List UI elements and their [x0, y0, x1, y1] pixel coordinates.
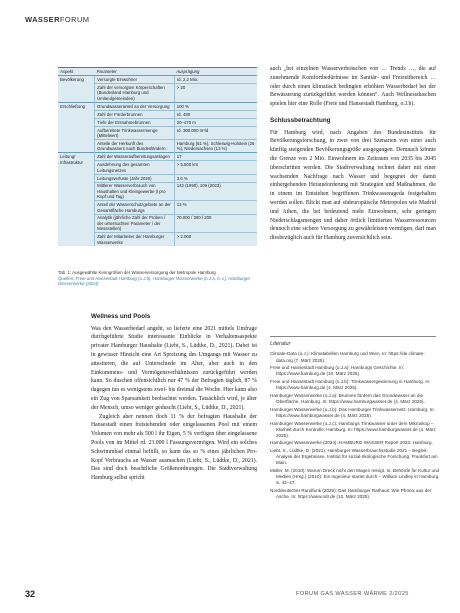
- paragraph: Zugleich aber nennen doch 11 % der befragten Haushalte der Hansestadt einen freistehenden oder eingelassenen Pool mit einem Volumen von mehr als 500 l ihr Eigen, 5 % verfügen über eingelassene Pools von im Mittel rd. 23.000 l Fassungsvermögen. Wird ein solches Schwimmbad einmal befüllt, so kann das so % eines jährlichen Pro-Kopf Verbrauchs an Wasser ausmachen (Liebt, S., Lüdtke, D., 2021). Das sind doch beachtliche Größenordnungen. Die Stadtverwaltung Hamburg selbst spricht: [91, 413, 257, 482]
- caption-title: Tab. 1: Ausgewählte Kenngrößen der Wasserversorgung der Metropole Hamburg: [58, 270, 216, 275]
- parameter-cell: Mittlerer Wasserverbrauch von Haushalten und Kleingewerbe (l pro Kopf und Tag): [95, 182, 175, 201]
- reference: Hamburger Wasserwerke (o.J.b): Das Hamburger Trinkwassernetz. Hamburg. In: https://www.hamburgwasser.de (4. März 2025).: [270, 406, 435, 418]
- parameters-table: [58, 67, 257, 246]
- reference: Freie und Hansestadt Hamburg (o.J.b): Trinkwassergewinnung in Hamburg. In: https://www.hamburg.de (4. März 2025).: [270, 379, 431, 391]
- parameter-cell: Versorgte Einwohner: [95, 76, 175, 84]
- parameter-cell: Zahl der Wasseraufbereitungsanlagen: [95, 153, 175, 161]
- parameter-cell: Leitungsverluste (Jahr 2020): [95, 174, 175, 182]
- brand-light: FORUM: [59, 15, 90, 24]
- parameter-cell: Anteil der Wasserschutzgebiete an der Gesamtfläche Hamburgs: [95, 201, 175, 214]
- paragraph: Für Hamburg wird, nach Angaben des Bundesinstituts für Bevölkerungsforschung, in zwei von drei Szenarien von einer auch künftig steigenden Bevölkerungsgröße ausgegangen. Demnach könnte die Grenze von 2 Mio. Einwohnern im Zeitraum von 2035 bis 2045 überschritten werden. Die Stadtverwaltung rechnet daher mit einer wachsenden Nachfrage nach Wasser und begegnet der damit einhergehenden Herausforderung mit Strategien und Maßnahmen, die in einem im Entstehen begriffenen Trinkwasserageda festgehalten werden sollen. Blickt man auf südeuropäische Metropolen wie Madrid und Athen, die bei bedeutend mehr Einwohnern, sehr geringen Niederschlagsmengen und daher örtlich limitierten Wasserressourcen dennoch eine sichere Versorgung zu gewährleisten vermögen, darf man diesbezüglich auch für Hamburg zuversichtlich sein.: [270, 129, 436, 242]
- value-cell: 17: [174, 153, 257, 161]
- parameter-cell: Analytik (jährliche Zahl der Proben / der untersuchten Parameter / der Messstellen): [95, 214, 175, 233]
- value-cell: > 5.500 km: [174, 161, 257, 174]
- parameter-cell: Ausdehnung des gesamten Leitungsnetzes: [95, 161, 175, 174]
- reference: Climate-Data (o.J.): Klimatabellen Hamburg und Wien. In: https://de.climate-data.org (7. März 2025).: [270, 351, 425, 363]
- column-header: Parameter: [95, 68, 175, 76]
- parameter-cell: Zahl der Mitarbeiter der Hamburger Wasserwerke: [95, 233, 175, 246]
- value-cell: > 20: [174, 84, 257, 103]
- column-header: Aspekt: [58, 68, 95, 76]
- table-row: [58, 76, 257, 84]
- page-number: 32: [25, 589, 36, 599]
- value-cell: rd. 480: [174, 110, 257, 118]
- journal-footer: FORUM GAS WASSER WÄRME 2/2025: [296, 591, 409, 597]
- value-cell: 70.000 / 300 / 200: [174, 214, 257, 233]
- aspect-cell: Erschließung: [58, 102, 95, 152]
- parameter-cell: Zahl der Förderbrunnen: [95, 110, 175, 118]
- parameter-cell: Tiefe der Entnahmebrunnen: [95, 118, 175, 126]
- reference: Freie und Hansestadt Hamburg (o.J.a): Hamburgs Geschichte. In: https://www.hamburg.de (10. März 2025).: [270, 365, 405, 377]
- table-row: [58, 102, 257, 110]
- aspect-cell: Leitung/ Infrastruktur: [58, 153, 95, 246]
- aspect-cell: Bevölkerung: [58, 76, 95, 103]
- reference: Norddeutscher Rundfunk (2025): Das Hamburger Rathaus: Wie Phönix aus der Asche. In: https://www.ndr.de (10. März 2025).: [270, 487, 432, 500]
- section-heading: Schlussbetrachtung: [270, 116, 331, 124]
- table-caption: [58, 270, 258, 287]
- parameter-cell: Anteile der Herkunft des Grundwassers nach Bundesländern: [95, 140, 175, 153]
- reference: Hamburger Wasserwerke (o.J.c): Hamburgs Trinkwasser unter dem Mikroskop – Klarheit durch Kontrolle. Hamburg. In: https://www.hamburgwasser.de (4. März 2025).: [270, 420, 436, 438]
- reference: Müller, M. (2010): Warum Dreck nicht den Magen reinigt. In: Behörde für Kultur und Medien (Hrsg.) (2010): Ein Ingenieur startet durch – William Lindley in Hamburg. S. 42–47.: [270, 468, 440, 486]
- literature-heading: Literatur: [270, 341, 291, 347]
- value-cell: 142 (1990), 106 (2023): [174, 182, 257, 201]
- paragraph: Was den Wasserbedarf angeht, so lieferte eine 2021 mittels Umfrage durchgeführte Studie interessante Einblicke in Verhaltensaspekte privater Hamburger Haushalte (Liebt, S., Lüdtke, D., 2021). Dabei ist in gewisser Hinsicht eine Art Spreizung des Umgangs mit Wasser zu attestieren, die auf Unterschiede im Alter, aber auch in den Einkommens- und Vermögensverhältnissen zurückgeführt werden kann. So duschen offensichtlich nur 47 % der Befragten täglich, 87 % dagegen tun es wenigstens zwei- bis dreimal die Woche. Hier kann also ein Zug von Sparsamkeit beobachtet werden. Tatsächlich wird, je älter der Mensch, umso weniger geduscht (Liebt, S., Lüdtke, D., 2021).: [91, 325, 257, 411]
- value-cell: 20–470 m: [174, 118, 257, 126]
- right-column: [270, 65, 436, 243]
- reference: Liebt, S., Lüdtke, D. (2021): Hamburger Wasserbrauchsstudie 2021 – Begleit-Analyse der Ergebnisse. Institut für sozial-ökologische Forschung. Frankfurt am Main.: [270, 448, 438, 466]
- parameter-cell: Aufbereitete Trinkwassermenge (Mittelwert): [95, 126, 175, 139]
- parameter-cell: Grundwasseranteil an der Versorgung: [95, 102, 175, 110]
- column-header: Ausprägung: [174, 68, 257, 76]
- value-cell: 13 %: [174, 201, 257, 214]
- reference: Hamburger Wasserwerke (o.J.a): Brunnen fördern das Grundwasser an die Oberfläche. Hamburg. In: https://www.hamburgwasser.de (4. März 2025).: [270, 392, 425, 404]
- reference: Hamburger Wasserwerke (2024): HAMBURG WASSER Report 2023. Hamburg.: [270, 440, 433, 446]
- value-cell: > 2.000: [174, 233, 257, 246]
- literature-list: [270, 341, 440, 502]
- value-cell: 100 %: [174, 102, 257, 110]
- brand-bold: WASSER: [25, 15, 60, 24]
- value-cell: Hamburg (61 %), Schleswig-Holstein (26 %), Niedersachsen (13 %): [174, 140, 257, 153]
- section-heading: Wellness und Pools: [91, 313, 151, 320]
- divider: [270, 336, 436, 337]
- value-cell: rd. 2,2 Mio.: [174, 76, 257, 84]
- left-column: [91, 312, 257, 483]
- magazine-header: [25, 15, 89, 24]
- parameter-cell: Zahl der versorgten Körperschaften (Bundesland Hamburg und Umlandgemeinden): [95, 84, 175, 103]
- table-row: [58, 153, 257, 161]
- paragraph: auch „bei einzelnen Wasserverbräuchen von … Trends …, die auf zunehmende Komfortbedürfnisse im Sanitär- und Freizeitbereich … oder durch einen klimatisch bedingten erhöhten Wasserbedarf bei der Bewässerung zurückgeführt werden können“. Auch Wellnessduschen spielen hier eine Rolle (Freie und Hansestadt Hamburg, o.J.b).: [270, 66, 436, 108]
- caption-source: Quellen: Freie und Hansestadt Hamburg (o.J.b), Hamburger Wasserwerke (o.J.a, b, c), Hamburger Wasserwerke (2024): [58, 275, 251, 287]
- value-cell: rd. 300.000 m³/d: [174, 126, 257, 139]
- value-cell: 3,6 %: [174, 174, 257, 182]
